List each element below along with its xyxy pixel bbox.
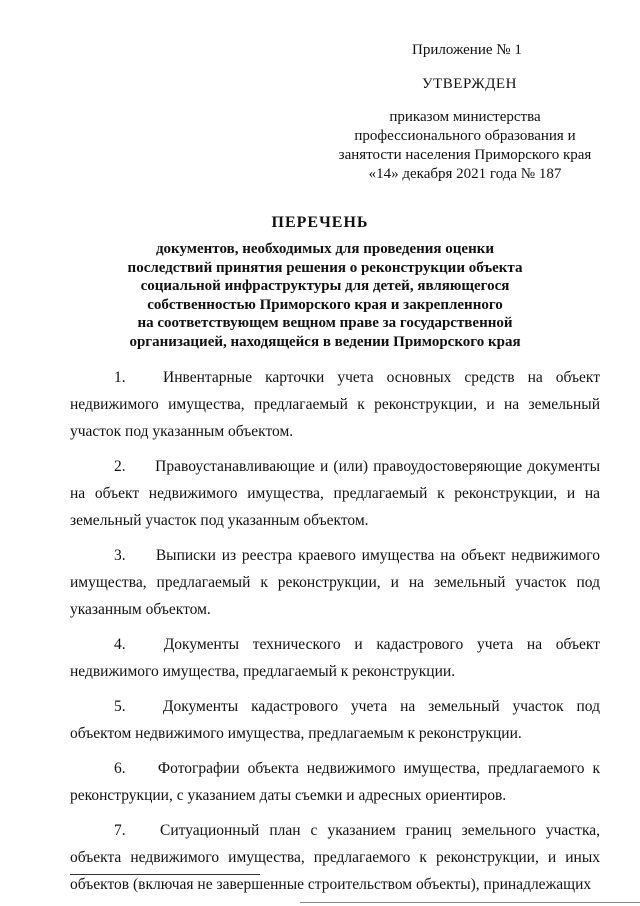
item-number: 3.: [114, 547, 126, 564]
subtitle-line: последствий принятия решения о реконструкции объекта: [127, 259, 523, 276]
document-list: [70, 364, 600, 906]
appendix-label: Приложение № 1: [412, 42, 522, 58]
item-text: Документы технического и кадастрового учета на объект недвижимого имущества, предлагаемый к реконструкции.: [70, 636, 601, 680]
item-number: 5.: [114, 698, 126, 715]
list-item: [70, 631, 600, 685]
subtitle-line: собственностью Приморского края и закрепленного: [147, 296, 503, 313]
item-number: 2.: [114, 458, 126, 475]
list-item: [70, 693, 600, 747]
list-item: [70, 755, 600, 809]
item-text: Правоустанавливающие и (или) правоудостоверяющие документы на объект недвижимого имущества, предлагаемый к реконструкции, и на земельный участок под указанным объектом.: [70, 458, 601, 529]
order-line: профессионального образования и: [354, 128, 576, 144]
item-text: Документы кадастрового учета на земельный участок под объектом недвижимого имущества, предлагаемым к реконструкции.: [70, 698, 600, 742]
document-subtitle: [110, 240, 540, 351]
subtitle-line: социальной инфраструктуры для детей, являющегося: [140, 278, 510, 294]
footnote-divider: [70, 874, 260, 875]
order-date-line: «14» декабря 2021 года № 187: [368, 166, 562, 182]
item-number: 7.: [114, 822, 126, 839]
order-line: приказом министерства: [389, 109, 541, 125]
subtitle-line: на соответствующем вещном праве за государственной: [137, 315, 513, 331]
item-number: 1.: [114, 369, 126, 386]
item-text: Инвентарные карточки учета основных средств на объект недвижимого имущества, предлагаемый к реконструкции, и на земельный участок под указанным объектом.: [70, 369, 600, 440]
item-number: 6.: [114, 760, 126, 777]
item-text: Фотографии объекта недвижимого имущества, предлагаемого к реконструкции, с указанием даты съемки и адресных ориентиров.: [70, 760, 601, 804]
subtitle-line: организацией, находящейся в ведении Приморского края: [129, 333, 521, 350]
approved-label: УТВЕРЖДЕН: [422, 76, 517, 92]
order-line: занятости населения Приморского края: [338, 147, 592, 163]
list-item: [70, 817, 600, 898]
page-edge-line: [300, 902, 640, 903]
item-number: 4.: [114, 636, 126, 653]
list-item: [70, 453, 600, 534]
list-item: [70, 364, 600, 445]
list-item: [70, 542, 600, 623]
item-text: Ситуационный план с указанием границ земельного участка, объекта недвижимого имущества, предлагаемого к реконструкции, и иных объектов (включая не завершенные строительством объекты), принадлежащих: [70, 822, 600, 893]
subtitle-line: документов, необходимых для проведения оценки: [155, 241, 495, 257]
order-reference: [330, 108, 600, 184]
item-text: Выписки из реестра краевого имущества на объект недвижимого имущества, предлагаемый к реконструкции, и на земельный участок под указанным объектом.: [70, 547, 601, 618]
document-title: ПЕРЕЧЕНЬ: [271, 214, 369, 231]
